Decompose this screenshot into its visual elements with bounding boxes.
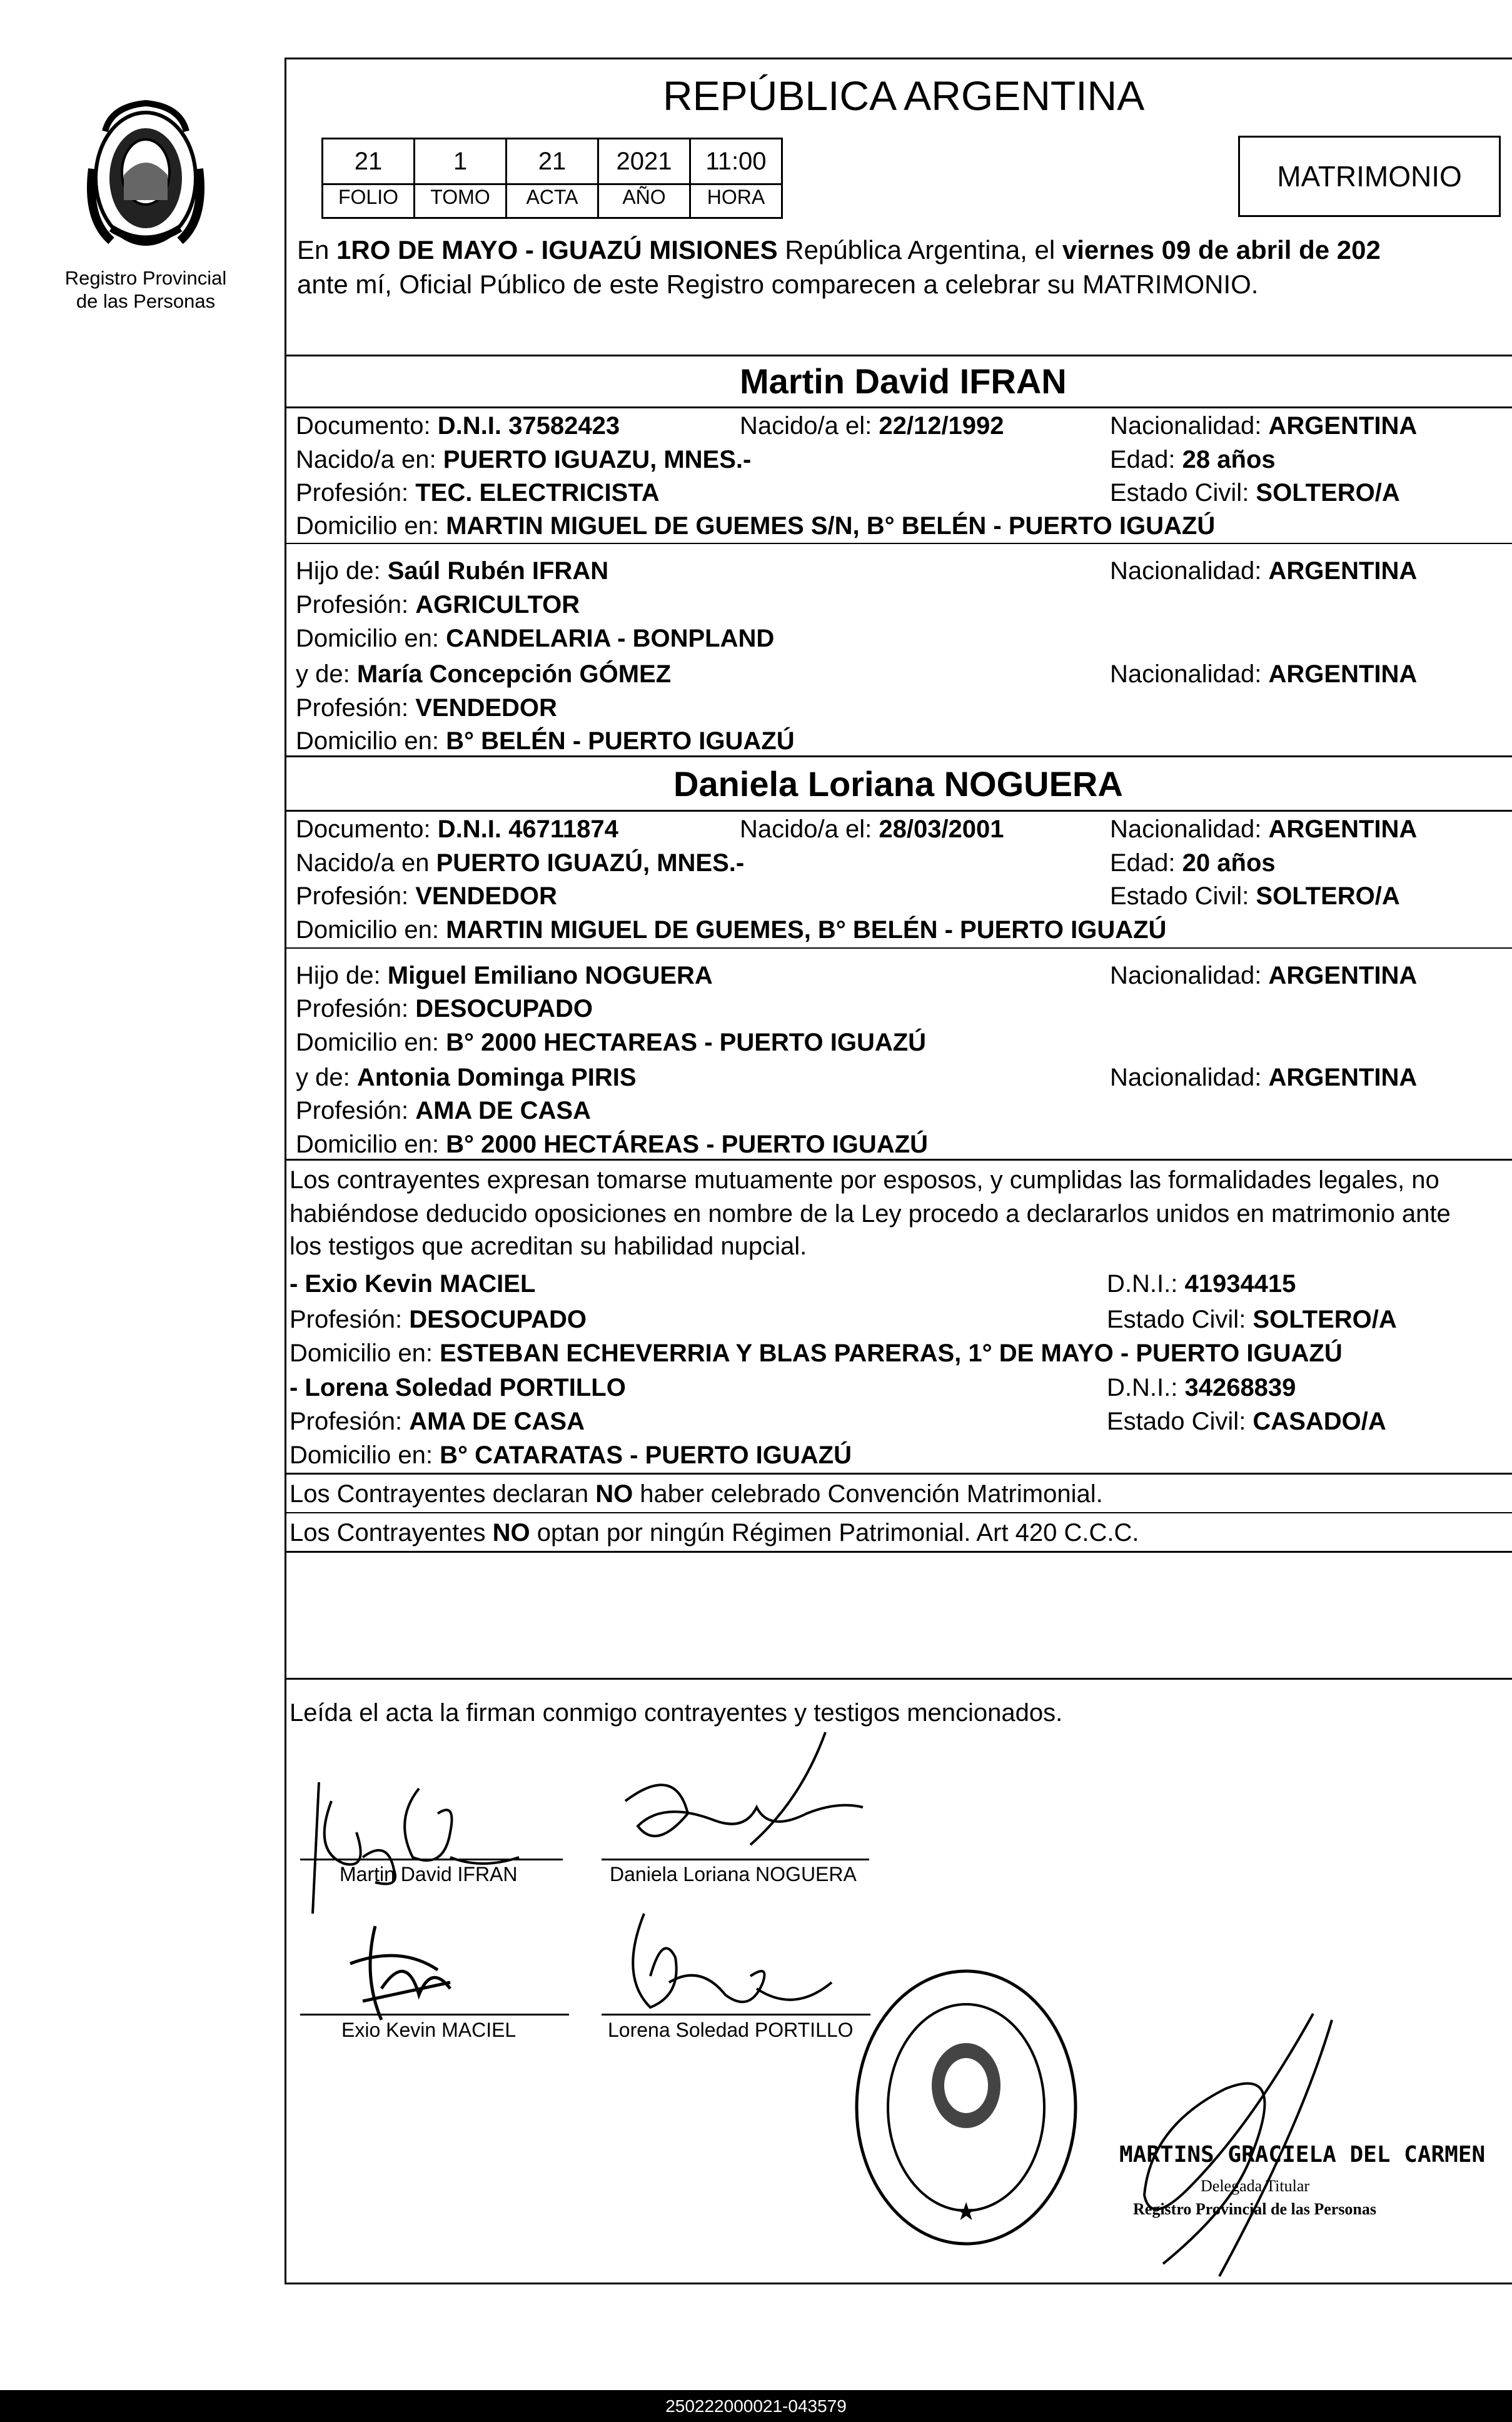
record-field-tomo: 1 TOMO [413,138,507,219]
spouse1-name: Martin David IFRAN [740,361,1067,401]
signature-4-scribble [607,1901,857,2020]
witness1-name: - Exio Kevin MACIEL [290,1270,536,1298]
divider [285,1551,1512,1553]
witness2-dni: D.N.I.: 34268839 [1107,1374,1296,1401]
spouse2-document: Documento: D.N.I. 46711874 [296,815,618,843]
spouse2-mother-profession: Profesión: AMA DE CASA [296,1097,591,1124]
official-name: MARTINS GRACIELA DEL CARMEN [1119,2142,1486,2167]
declaration-line3: los testigos que acreditan su habilidad nupcial. [290,1233,807,1260]
regime-statement: Los Contrayentes NO optan por ningún Régimen Patrimonial. Art 420 C.C.C. [290,1519,1139,1547]
witness1-profession: Profesión: DESOCUPADO [290,1306,587,1333]
official-stamp [850,1964,1082,2251]
country-title: REPÚBLICA ARGENTINA [663,73,1145,119]
declaration-line2: habiéndose deducido oposiciones en nombre de la Ley procedo a declararlos unidos en matrimonio ante [290,1200,1451,1228]
delegation-stamp-icon [850,1964,1082,2251]
spouse1-birthplace: Nacido/a en: PUERTO IGUAZU, MNES.- [296,446,752,473]
divider [285,947,1512,949]
divider [285,406,1512,408]
signature-line [300,1859,563,1860]
spouse1-birthdate: Nacido/a el: 22/12/1992 [740,412,1004,440]
closing-statement: Leída el acta la firman conmigo contrayentes y testigos mencionados. [290,1699,1063,1727]
declaration-line1: Los contrayentes expresan tomarse mutuamente por esposos, y cumplidas las formalidades legales, no [290,1166,1439,1194]
spouse1-father-address: Domicilio en: CANDELARIA - BONPLAND [296,625,775,652]
spouse2-mother: y de: Antonia Dominga PIRIS [296,1064,637,1091]
spouse2-father-nationality: Nacionalidad: ARGENTINA [1110,962,1418,989]
convention-statement: Los Contrayentes declaran NO haber celebrado Convención Matrimonial. [290,1480,1103,1508]
signature-1-scribble [294,1764,544,1926]
divider [285,1512,1512,1513]
province-seal [74,94,218,256]
signature-2-scribble [600,1726,882,1876]
spouse1-mother-address: Domicilio en: B° BELÉN - PUERTO IGUAZÚ [296,727,795,755]
spouse2-mother-address: Domicilio en: B° 2000 HECTÁREAS - PUERTO IGUAZÚ [296,1131,929,1158]
signature-line [602,1859,869,1860]
signature-line [602,2014,870,2016]
spouse2-father: Hijo de: Miguel Emiliano NOGUERA [296,962,713,989]
divider [285,543,1512,544]
spouse2-nationality: Nacionalidad: ARGENTINA [1110,815,1418,843]
spouse1-profession: Profesión: TEC. ELECTRICISTA [296,479,660,507]
spouse1-civil-status: Estado Civil: SOLTERO/A [1110,479,1400,507]
spouse2-age: Edad: 20 años [1110,849,1276,877]
divider [285,355,1512,356]
record-field-anio: 2021 AÑO [597,138,691,219]
signature-3-scribble [325,1914,488,2026]
divider [285,1678,1512,1680]
spouse1-document: Documento: D.N.I. 37582423 [296,412,620,440]
document-footer-code: 250222000021-043579 [0,2390,1512,2422]
frame-top-border [285,58,1512,59]
signature-line [300,2014,569,2016]
witness2-address: Domicilio en: B° CATARATAS - PUERTO IGUAZÚ [290,1441,852,1469]
divider [285,810,1512,812]
spouse2-birthplace: Nacido/a en PUERTO IGUAZÚ, MNES.- [296,849,745,877]
spouse1-mother-profession: Profesión: VENDEDOR [296,694,557,722]
spouse1-father-profession: Profesión: AGRICULTOR [296,591,580,618]
record-field-folio: 21 FOLIO [321,138,415,219]
spouse2-father-profession: Profesión: DESOCUPADO [296,995,593,1022]
seal-emblem-icon [74,94,218,256]
divider [285,1473,1512,1475]
spouse1-nationality: Nacionalidad: ARGENTINA [1110,412,1418,440]
frame-left-border [285,58,286,2284]
witness2-profession: Profesión: AMA DE CASA [290,1408,585,1435]
signature-3-label: Exio Kevin MACIEL [341,2019,517,2041]
spouse2-name: Daniela Loriana NOGUERA [673,764,1123,804]
spouse2-father-address: Domicilio en: B° 2000 HECTAREAS - PUERTO IGUAZÚ [296,1029,927,1056]
spouse2-mother-nationality: Nacionalidad: ARGENTINA [1110,1064,1418,1091]
witness1-address: Domicilio en: ESTEBAN ECHEVERRIA Y BLAS PARERAS, 1° DE MAYO - PUERTO IGUAZÚ [290,1340,1343,1367]
spouse2-profession: Profesión: VENDEDOR [296,882,557,910]
intro-line2: ante mí, Oficial Público de este Registro comparecen a celebrar su MATRIMONIO. [297,270,1259,299]
signature-4-label: Lorena Soledad PORTILLO [608,2019,854,2041]
witness2-name: - Lorena Soledad PORTILLO [290,1374,626,1401]
official-title: Delegada Titular [1201,2177,1310,2195]
signature-1-label: Martin David IFRAN [340,1863,518,1885]
divider [285,755,1512,757]
registry-name-line1: Registro Provincial [64,267,227,289]
spouse1-father: Hijo de: Saúl Rubén IFRAN [296,557,609,585]
svg-text:★: ★ [955,2197,977,2226]
divider [285,1159,1512,1161]
spouse2-address: Domicilio en: MARTIN MIGUEL DE GUEMES, B° BELÉN - PUERTO IGUAZÚ [296,916,1167,944]
spouse1-age: Edad: 28 años [1110,446,1276,473]
signature-2-label: Daniela Loriana NOGUERA [610,1863,857,1885]
spouse1-mother: y de: María Concepción GÓMEZ [296,660,672,688]
registry-name-line2: de las Personas [76,290,216,312]
record-field-acta: 21 ACTA [505,138,599,219]
record-field-hora: 11:00 HORA [689,138,783,219]
official-organization: Registro Provincial de las Personas [1133,2200,1377,2218]
intro-line1: En 1RO DE MAYO - IGUAZÚ MISIONES República Argentina, el viernes 09 de abril de 202 [297,235,1381,265]
spouse1-father-nationality: Nacionalidad: ARGENTINA [1110,557,1418,585]
witness2-civil-status: Estado Civil: CASADO/A [1107,1408,1386,1435]
witness1-civil-status: Estado Civil: SOLTERO/A [1107,1306,1397,1333]
spouse1-address: Domicilio en: MARTIN MIGUEL DE GUEMES S/N, B° BELÉN - PUERTO IGUAZÚ [296,512,1216,540]
spouse2-birthdate: Nacido/a el: 28/03/2001 [740,815,1004,843]
witness1-dni: D.N.I.: 41934415 [1107,1270,1296,1298]
spouse2-civil-status: Estado Civil: SOLTERO/A [1110,882,1400,910]
spouse1-mother-nationality: Nacionalidad: ARGENTINA [1110,660,1418,688]
record-type-box: MATRIMONIO [1238,136,1501,217]
